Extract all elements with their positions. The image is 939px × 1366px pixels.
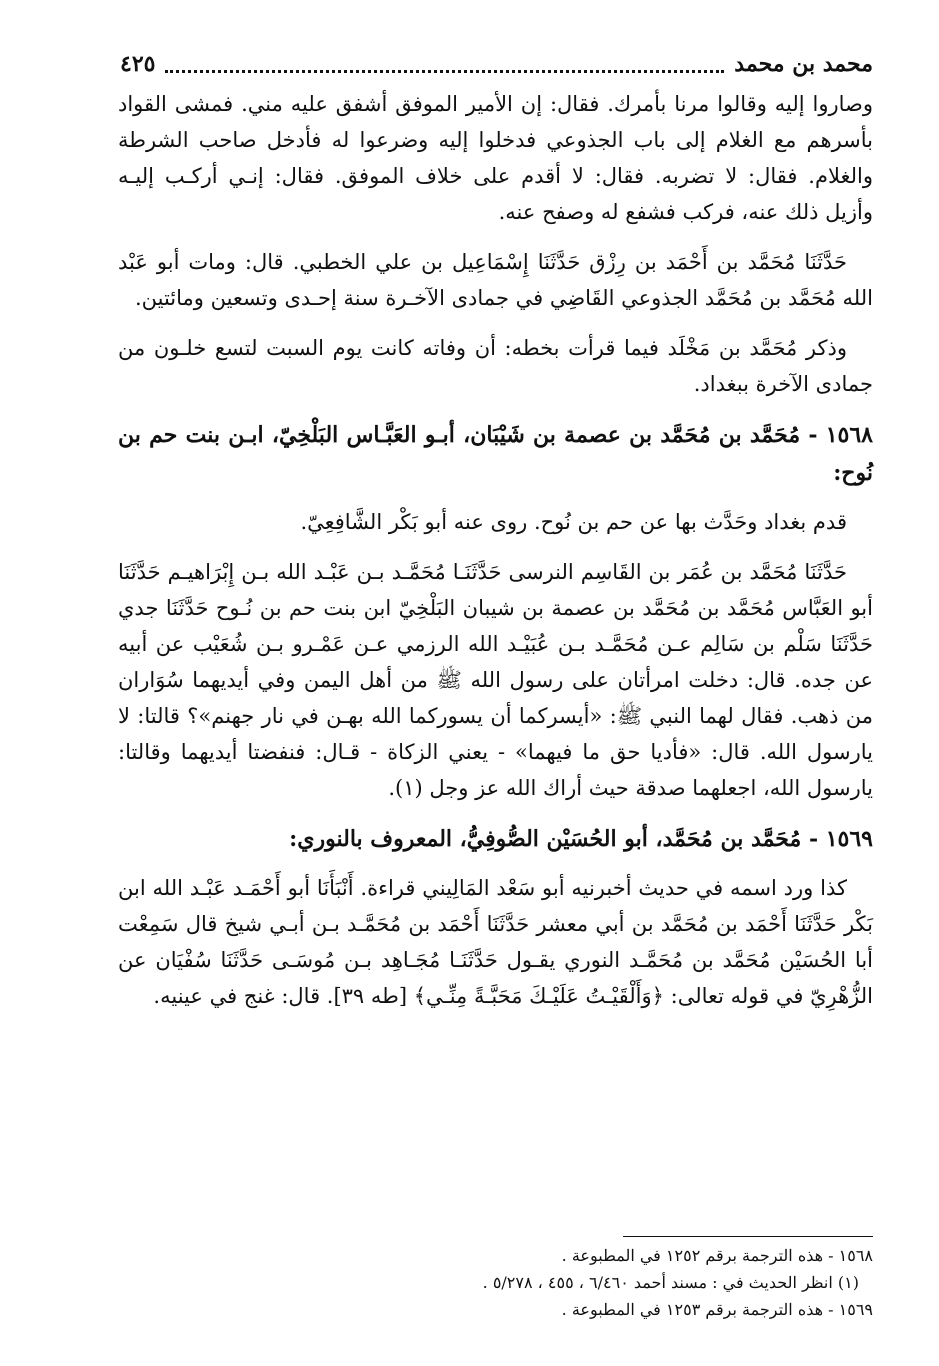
page-number: ٤٢٥	[120, 51, 156, 77]
entry-heading-1568: ١٥٦٨ - مُحَمَّد بن مُحَمَّد بن عصمة بن شَيْبَان، أبـو العَبَّـاس البَلْخِيّ، ابـن بنت حم بن نُوح:	[118, 422, 873, 486]
footnote: ١٥٦٨ - هذه الترجمة برقم ١٢٥٢ في المطبوعة .	[561, 1246, 873, 1265]
footnote: ١٥٦٩ - هذه الترجمة برقم ١٢٥٣ في المطبوعة .	[561, 1300, 873, 1319]
entry-text-1569: كذا ورد اسمه في حديث أخبرنيه أبو سَعْد المَالِيني قراءة. أَنْبَأَنَا أبو أَحْمَـد عَبْـد الله ابن بَكْر حَدَّثَنَا أَحْمَد بن مُحَمَّد بن أبي معشر حَدَّثَنَا أَحْمَد بن مُحَمَّـد بـن أبـي شيخ قال سَمِعْت أبا الحُسَيْن مُحَمَّد بن مُحَمَّـد النوري يقـول حَدَّثَنَـا مُجَـاهِد بـن مُوسَـى حَدَّثَنَا سُفْيَان عن الزُّهْرِيّ في قوله تعالى: ﴿وَأَلْقَيْـتُ عَلَيْـكَ مَحَبَّـةً مِنِّـي﴾ [طه ٣٩]. قال: غنج في عينيه.	[118, 876, 873, 1008]
paragraph: حَدَّثَنَا مُحَمَّد بن أَحْمَد بن رِزْق حَدَّثَنَا إِسْمَاعِيل بن علي الخطبي. قال: ومات أبو عَبْد الله مُحَمَّد بن مُحَمَّد الجذوعي القَاضِي في جمادى الآخـرة سنة إحـدى وتسعين ومائتين.	[118, 250, 873, 310]
paragraph: وذكر مُحَمَّد بن مَخْلَد فيما قرأت بخطه: أن وفاته كانت يوم السبت لتسع خلـون من جمادى الآخرة ببغداد.	[118, 336, 873, 396]
main-text	[118, 86, 873, 1028]
leader-dots	[165, 56, 724, 73]
page-header	[120, 46, 873, 82]
running-title: محمد بن محمد	[734, 51, 873, 77]
hadith-text-1568: حَدَّثَنَا مُحَمَّد بن عُمَر بن القَاسِم النرسى حَدَّثَنَـا مُحَمَّـد بـن عَبْـد الله بـن إِبْرَاهيـم حَدَّثَنَا أبو العَبَّاس مُحَمَّد بن مُحَمَّد بن عصمة بن شيبان البَلْخِيّ ابن بنت حم بن نُـوح حَدَّثَنَا جدي حَدَّثَنَا سَلْم بن سَالِم عـن مُحَمَّـد بـن عُبَيْـد الله الرزمي عـن عَمْـرو بـن شُعَيْب عن أبيه عن جده. قال: دخلت امرأتان على رسول الله ﷺ من أهل اليمن وفي أيديهما سُوَاران من ذهب. فقال لهما النبي ﷺ: «أيسركما أن يسوركما الله بهـن في نار جهنم»؟ قالتا: لا يارسول الله. قال: «فأديا حق ما فيهما» - يعني الزكاة - قـال: فنفضتا أيديهما وقالتا: يارسول الله، اجعلهما صدقة حيث أراك الله عز وجل (١).	[118, 560, 873, 800]
footnote-divider	[623, 1236, 873, 1237]
entry-heading-1569: ١٥٦٩ - مُحَمَّد بن مُحَمَّد، أبو الحُسَيْن الصُّوفِيُّ، المعروف بالنوري:	[289, 826, 873, 852]
paragraph: وصاروا إليه وقالوا مرنا بأمرك. فقال: إن الأمير الموفق أشفق عليه مني. فمشى القواد بأسرهم مع الغلام إلى باب الجذوعي فدخلوا إليه وضرعوا له فأدخل صاحب الشرطة والغلام. فقال: لا تضربه. فقال: لا أقدم على خلاف الموفق. فقال: إنـي أركـب إليـه وأزيل ذلك عنه، فركب فشفع له وصفح عنه.	[118, 92, 873, 224]
footnotes	[118, 1242, 873, 1323]
footnote: (١) انظر الحديث في : مسند أحمد ٦/٤٦٠ ، ٤٥٥ ، ٥/٢٧٨ .	[482, 1273, 859, 1292]
entry-intro-1568: قدم بغداد وحَدَّث بها عن حم بن نُوح. روى عنه أبو بَكْر الشَّافِعِيّ.	[300, 510, 847, 534]
